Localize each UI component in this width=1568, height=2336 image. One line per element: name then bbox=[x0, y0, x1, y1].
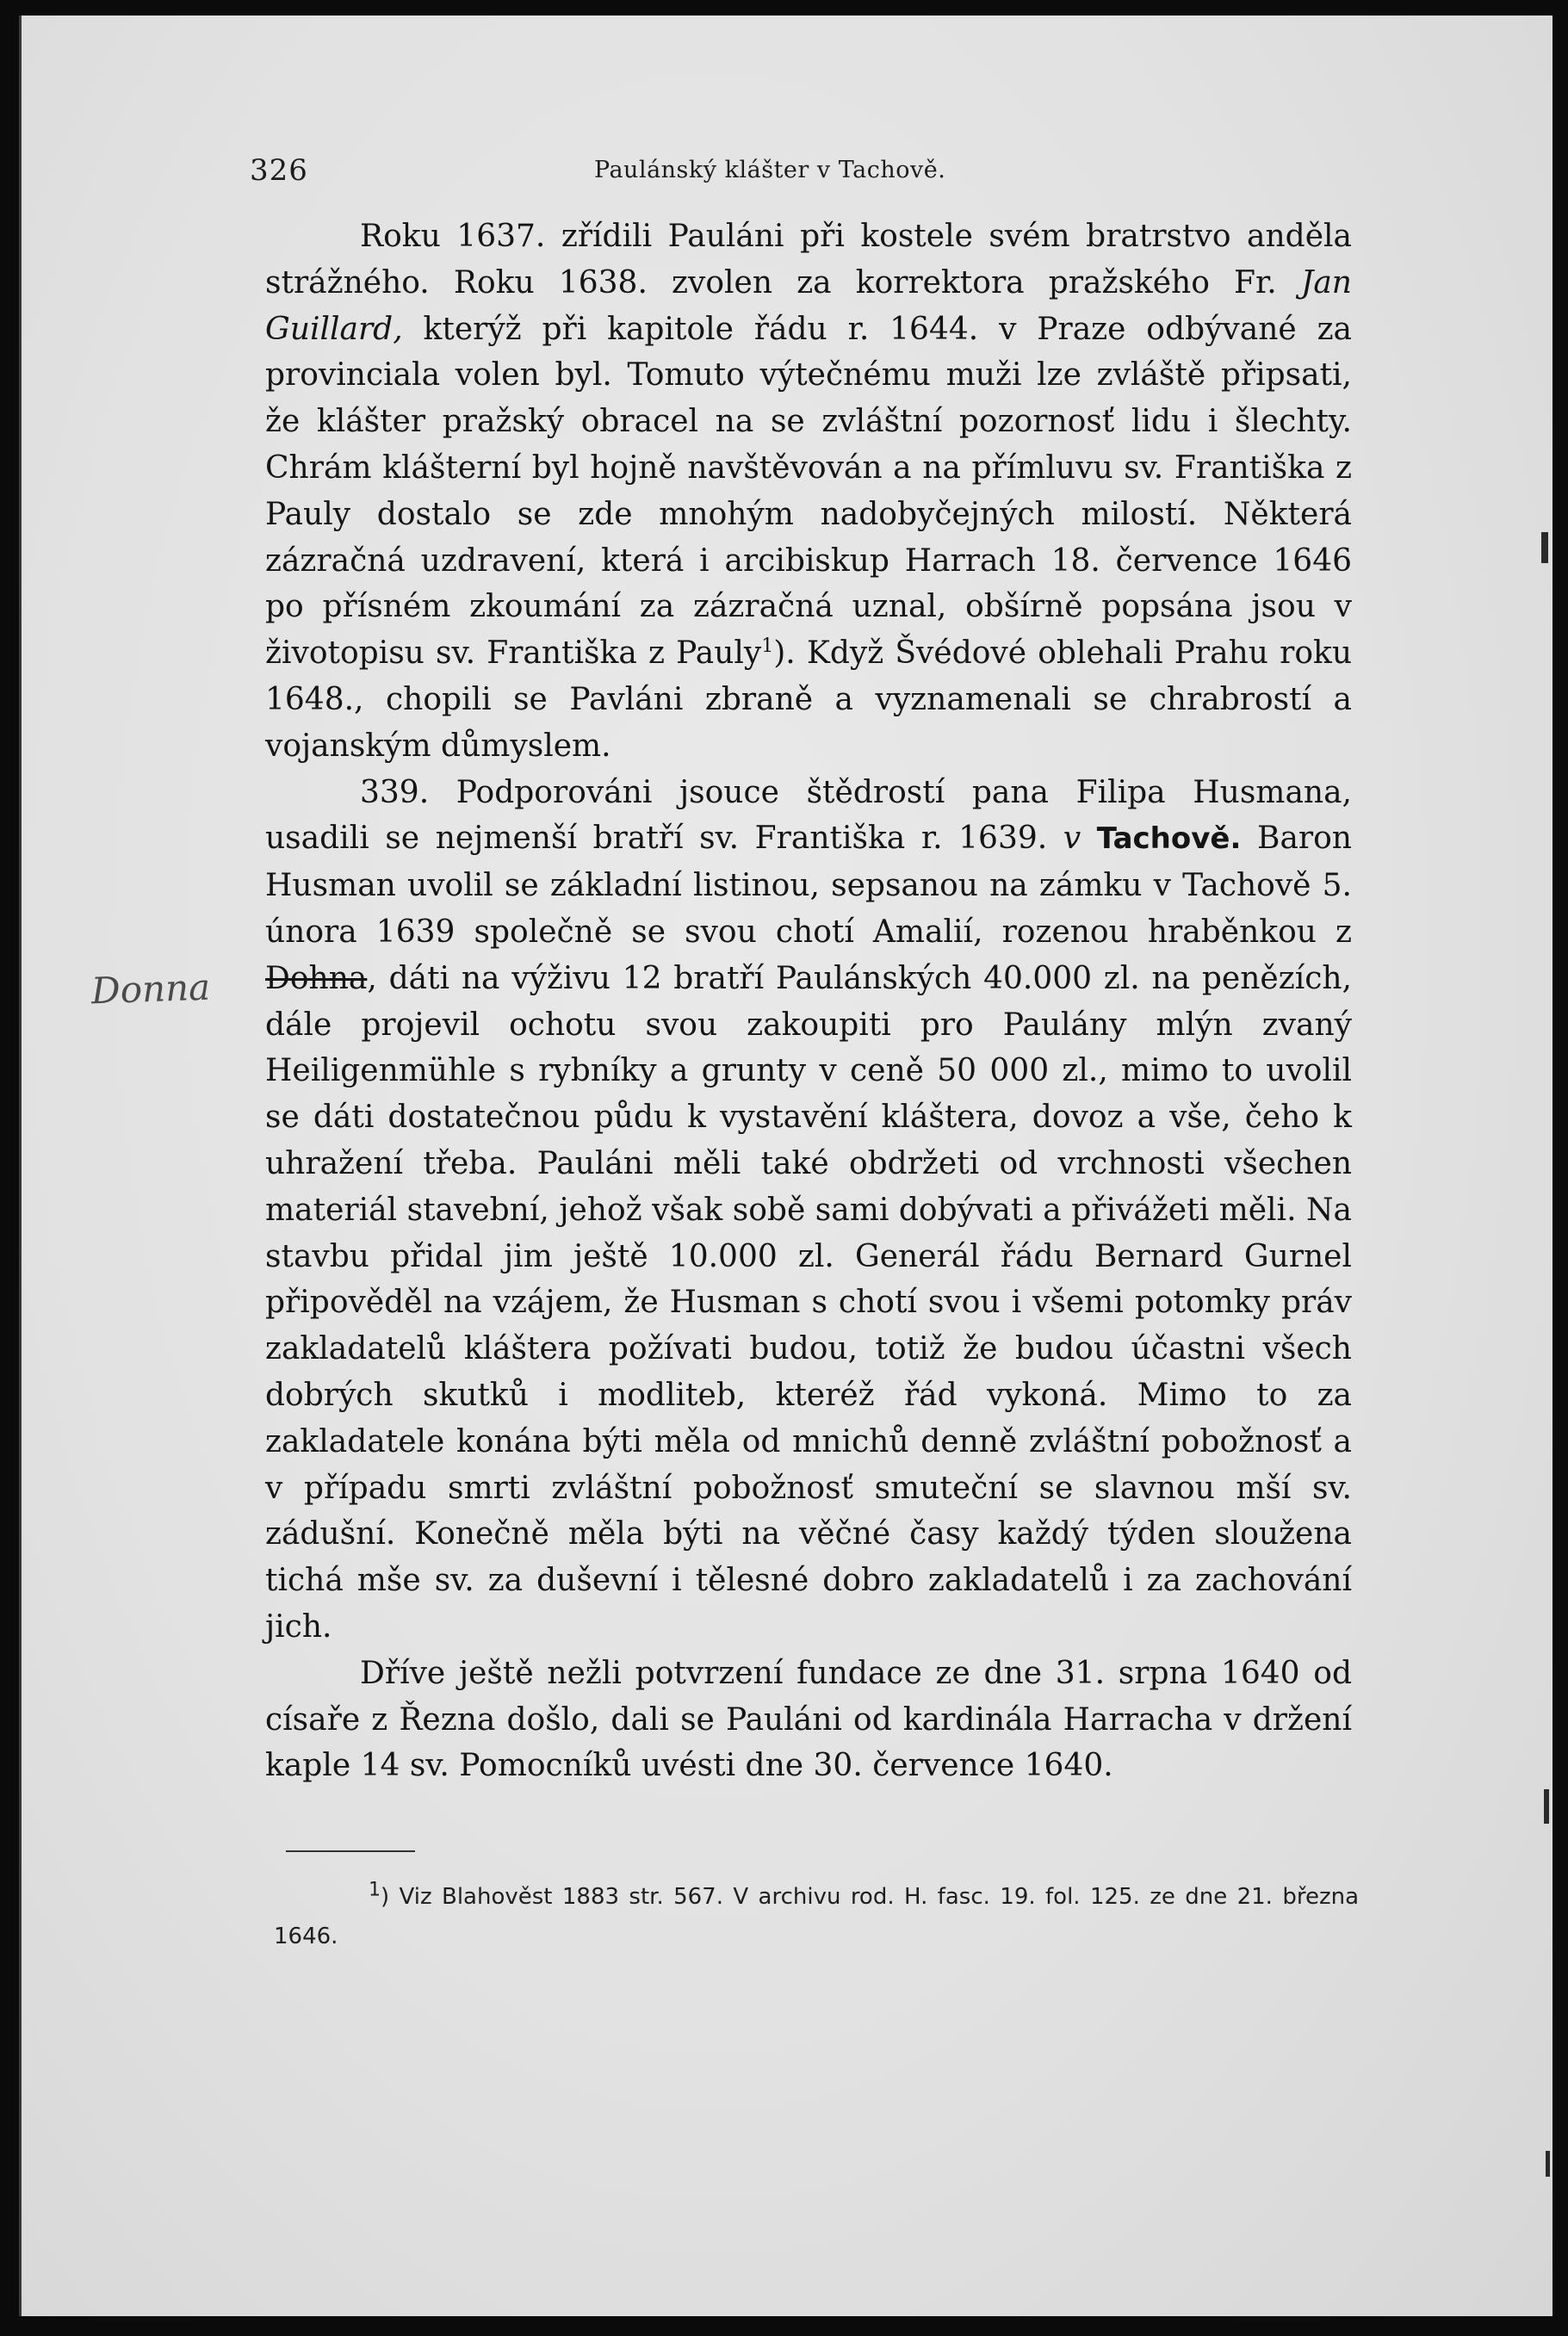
text-run: ). Když Švédové oblehali Prahu roku 1648., chopili se Pavláni zbraně a vyznamenali se chrabrostí a vojanským důmyslem. bbox=[265, 635, 1353, 764]
struck-word: Dohna bbox=[265, 960, 368, 996]
place-name: Tachově. bbox=[1096, 821, 1242, 857]
footnote bbox=[274, 1877, 1359, 1956]
running-head: Paulánský klášter v Tachově. bbox=[594, 157, 946, 183]
footnote-paragraph bbox=[274, 1877, 1359, 1956]
page-number: 326 bbox=[250, 153, 308, 188]
text-run: kterýž při kapitole řádu r. 1644. v Praze odbývané za provinciala volen byl. Tomuto výtečnému muži lze zvláště připsati, že klášter pražský obracel na se zvláštní pozornosť lidu i šlechty. Chrám klášterní byl hojně navštěvován a na přímluvu sv. Františka z Pauly dostalo se zde mnohým nadobyčejných milostí. Některá zázračná uzdravení, která i arcibiskup Harrach 18. července 1646 po přísném zkoumání za zázračná uznal, obšírně popsána jsou v životopisu sv. Františka z Pauly bbox=[265, 311, 1352, 672]
footnote-marker: 1 bbox=[369, 1879, 381, 1901]
text-run: Baron Husman uvolil se základní listinou, sepsanou na zámku v Tachově 5. února 1639 společně se svou chotí Amalií, rozenou hraběnkou z bbox=[265, 821, 1352, 950]
edge-mark bbox=[1541, 532, 1548, 563]
text-run: Dříve ještě nežli potvrzení fundace ze dne 31. srpna 1640 od císaře z Řezna došlo, dali se Pauláni od kardinála Harracha v držení kaple 14 sv. Pomocníků uvésti dne 30. července 1640. bbox=[265, 1655, 1352, 1784]
edge-mark bbox=[1544, 1789, 1549, 1824]
paragraph bbox=[265, 770, 1352, 1651]
paragraph bbox=[265, 1651, 1352, 1789]
italic-name: Jan Guillard, bbox=[265, 264, 1352, 347]
page-header bbox=[250, 153, 1352, 196]
text-run: , dáti na výživu 12 bratří Paulánských 40.000 zl. na penězích, dále projevil ochotu svou zakoupiti pro Paulány mlýn zvaný Heiligenmühle s rybníky a grunty v ceně 50 000 zl., mimo to uvolil se dáti dostatečnou půdu k vystavění kláštera, dovoz a vše, čeho k uhražení třeba. Pauláni měli také obdržeti od vrchnosti všechen materiál stavební, jehož však sobě sami dobývati a přivážeti měli. Na stavbu přidal jim ještě 10.000 zl. Generál řádu Bernard Gurnel připověděl na vzájem, že Husman s chotí svou i všemi potomky práv zakladatelů kláštera požívati budou, totiž že budou účastni všech dobrých skutků i modliteb, kteréž řád vykoná. Mimo to za zakladatele konána býti měla od mnichů denně zvláštní pobožnosť a v případu smrti zvláštní pobožnosť smuteční se slavnou mší sv. zádušní. Konečně měla býti na věčné časy každý týden sloužena tichá mše sv. za duševní i tělesné dobro zakladatelů i za zachování jich. bbox=[265, 960, 1352, 1645]
italic-preposition: v bbox=[1063, 821, 1081, 857]
body-text bbox=[265, 214, 1352, 1789]
paragraph bbox=[265, 214, 1352, 770]
handwritten-margin-note: Donna bbox=[90, 965, 211, 1013]
text-run: Roku 1637. zřídili Pauláni při kostele svém bratrstvo anděla strážného. Roku 1638. zvolen za korrektora pražského Fr. bbox=[265, 219, 1352, 301]
text-run: 339. Podporováni jsouce štědrostí pana Filipa Husmana, usadili se nejmenší bratří sv. Františka r. 1639. bbox=[265, 774, 1352, 857]
footnote-ref: 1 bbox=[761, 635, 774, 658]
footnote-text: ) Viz Blahověst 1883 str. 567. V archivu rod. H. fasc. 19. fol. 125. ze dne 21. března 1646. bbox=[274, 1884, 1359, 1949]
footnote-divider bbox=[286, 1850, 415, 1852]
edge-mark bbox=[1546, 2151, 1550, 2177]
